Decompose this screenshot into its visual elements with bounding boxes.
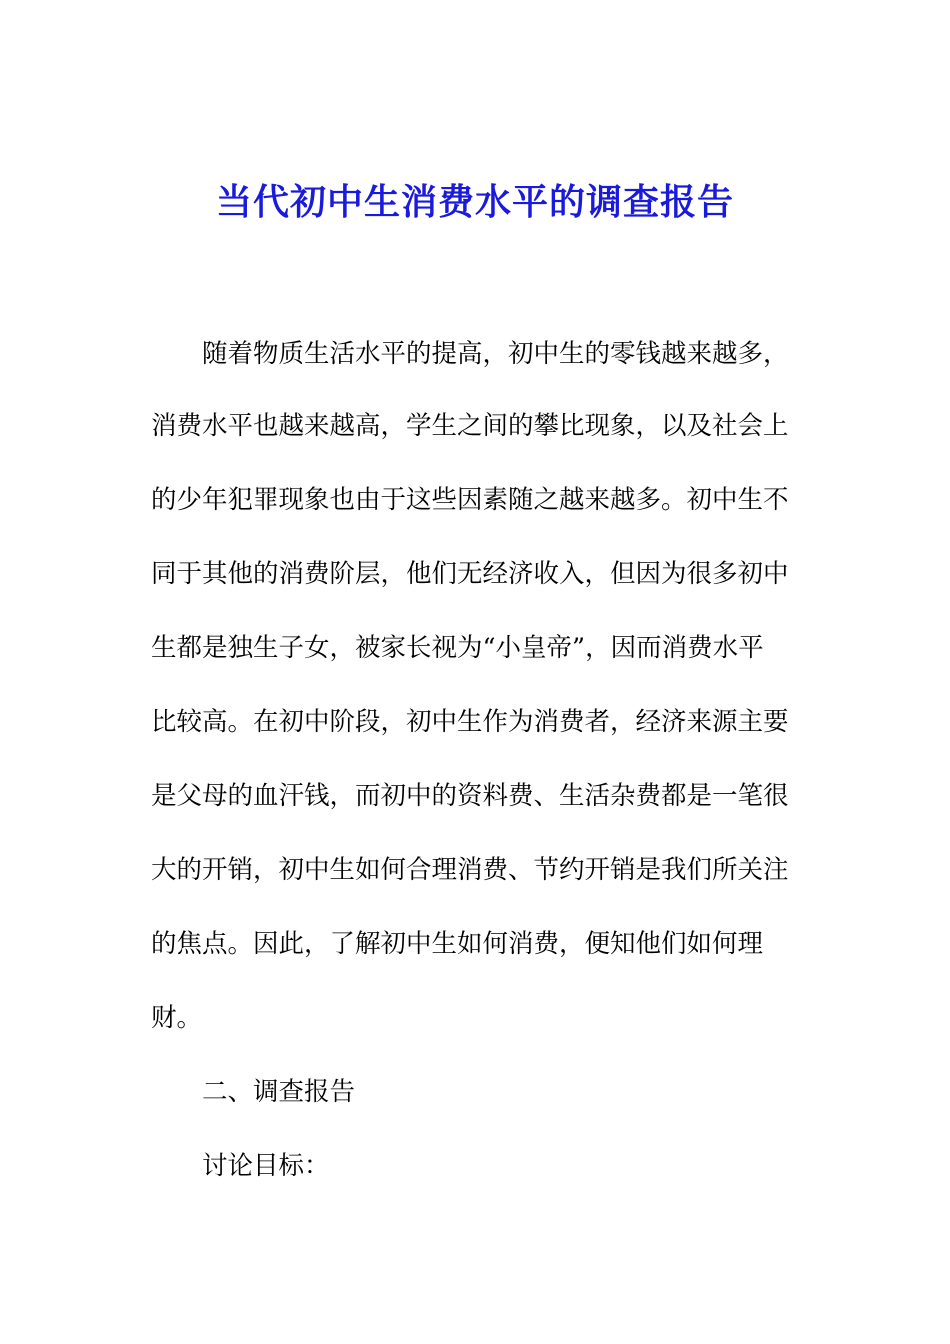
paragraph-line: 生都是独生子女，被家长视为“小皇帝”，因而消费水平 — [151, 633, 764, 663]
paragraph-line: 是父母的血汗钱，而初中的资料费、生活杂费都是一笔很 — [151, 781, 789, 811]
section-subheading: 讨论目标： — [151, 1151, 330, 1181]
paragraph-line: 的焦点。因此，了解初中生如何消费，便知他们如何理 — [151, 929, 764, 959]
paragraph-line: 财。 — [151, 1003, 203, 1033]
paragraph-line: 的少年犯罪现象也由于这些因素随之越来越多。初中生不 — [151, 485, 789, 515]
paragraph-line: 同于其他的消费阶层，他们无经济收入，但因为很多初中 — [151, 559, 789, 589]
paragraph-line: 大的开销，初中生如何合理消费、节约开销是我们所关注 — [151, 855, 789, 885]
paragraph-line: 消费水平也越来越高，学生之间的攀比现象，以及社会上 — [151, 411, 789, 441]
section-heading: 二、调查报告 — [151, 1077, 356, 1107]
paragraph-line: 比较高。在初中阶段，初中生作为消费者，经济来源主要 — [151, 707, 789, 737]
paragraph-line: 随着物质生活水平的提高，初中生的零钱越来越多， — [151, 339, 789, 369]
document-title: 当代初中生消费水平的调查报告 — [215, 182, 734, 223]
